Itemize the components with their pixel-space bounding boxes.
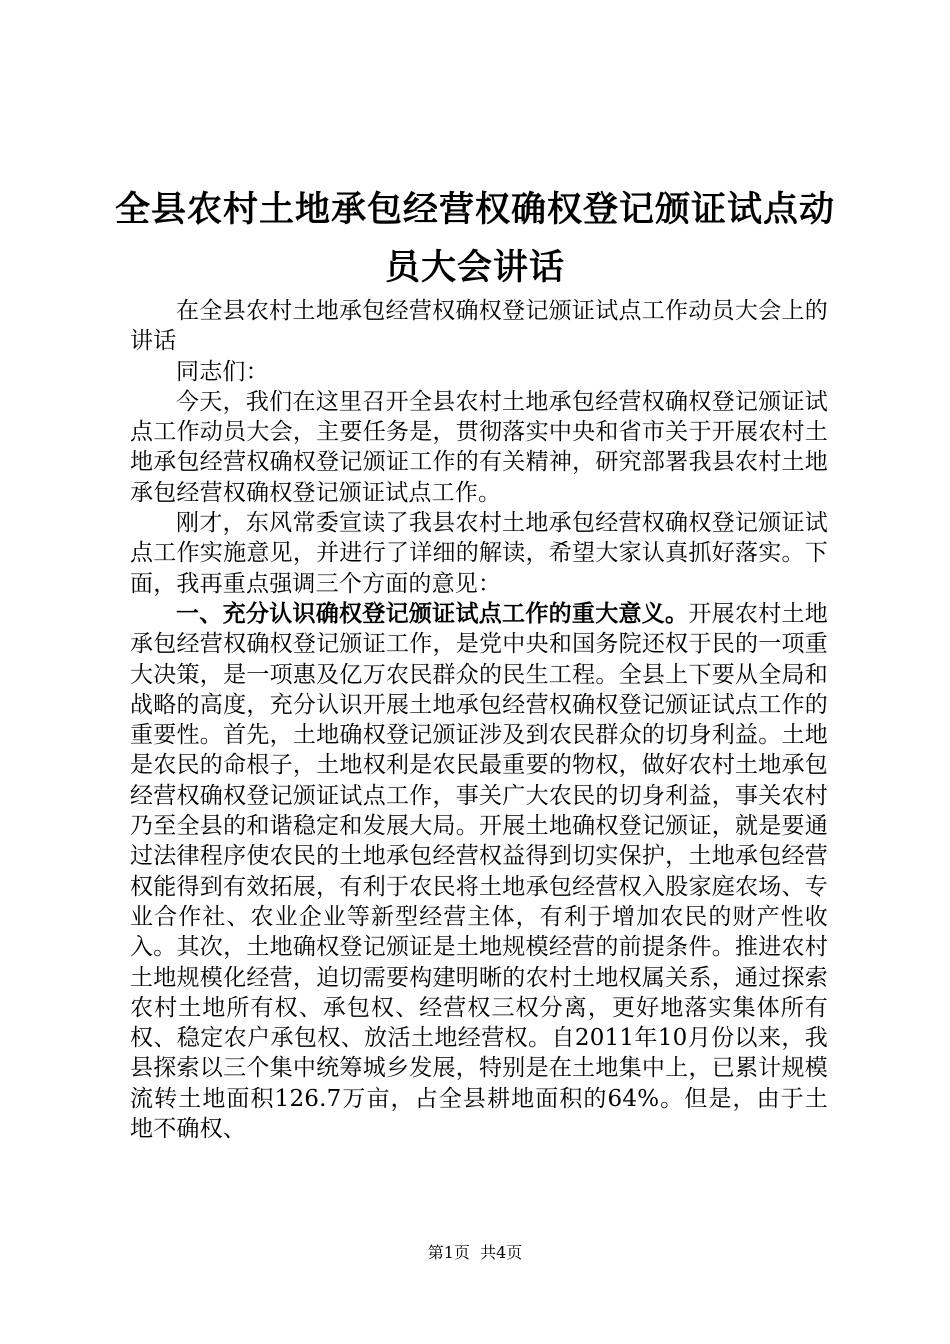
document-title-line-1: 全县农村土地承包经营权确权登记颁证试点动 (114, 189, 835, 230)
document-body (130, 296, 828, 1144)
document-title-line-2: 员大会讲话 (384, 247, 565, 288)
section-1-text: 开展农村土地承包经营权确权登记颁证工作，是党中央和国务院还权于民的一项重大决策，是一项惠及亿万农民群众的民生工程。全县上下要从全局和战略的高度，充分认识开展土地承包经营权确权登记颁证试点工作的重要性。首先，土地确权登记颁证涉及到农民群众的切身利益。土地是农民的命根子，土地权利是农民最重要的物权，做好农村土地承包经营权确权登记颁证试点工作，事关广大农民的切身利益，事关农村乃至全县的和谐稳定和发展大局。开展土地确权登记颁证，就是要通过法律程序使农民的土地承包经营权益得到切实保护，土地承包经营权能得到有效拓展，有利于农民将土地承包经营权入股家庭农场、专业合作社、农业企业等新型经营主体，有利于增加农民的财产性收入。其次，土地确权登记颁证是土地规模经营的前提条件。推进农村土地规模化经营，迫切需要构建明晰的农村土地权属关系，通过探索农村土地所有权、承包权、经营权三权分离，更好地落实集体所有权、稳定农户承包权、放活土地经营权。自2011年10月份以来，我县探索以三个集中统筹城乡发展，特别是在土地集中上，已累计规模流转土地面积126.7万亩，占全县耕地面积的64%。但是，由于土地不确权、 (130, 600, 829, 1143)
paragraph-reading: 刚才，东风常委宣读了我县农村土地承包经营权确权登记颁证试点工作实施意见，并进行了详细的解读，希望大家认真抓好落实。下面，我再重点强调三个方面的意见： (130, 510, 828, 597)
section-1-heading: 一、充分认识确权登记颁证试点工作的重大意义。 (176, 599, 689, 627)
page-indicator: 第1页 共4页 (427, 1243, 523, 1262)
speech-subtitle: 在全县农村土地承包经营权确权登记颁证试点工作动员大会上的讲话 (130, 298, 828, 355)
salutation: 同志们： (176, 358, 269, 385)
paragraph-opening: 今天，我们在这里召开全县农村土地承包经营权确权登记颁证试点工作动员大会，主要任务是，贯彻落实中央和省市关于开展农村土地承包经营权确权登记颁证工作的有关精神，研究部署我县农村土地承包经营权确权登记颁证试点工作。 (130, 388, 828, 506)
paragraph-section-1 (130, 599, 828, 1144)
